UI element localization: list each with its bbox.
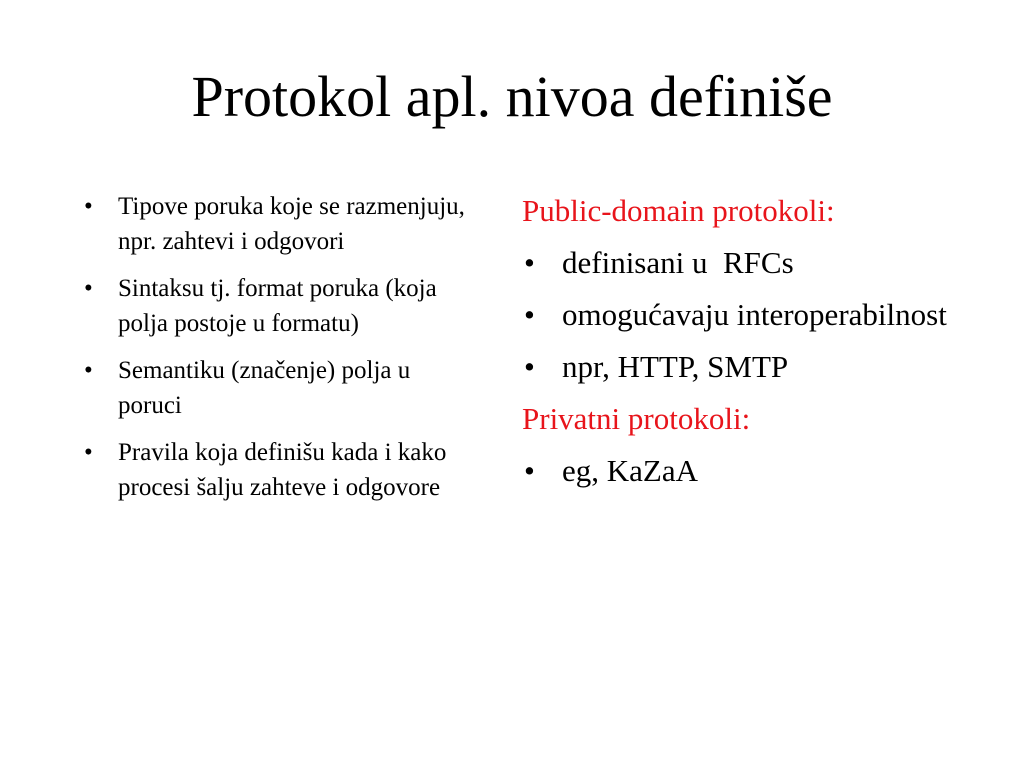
bullet-icon: • — [524, 349, 535, 384]
private-bullet-list — [522, 452, 952, 490]
list-item — [80, 189, 480, 259]
bullet-icon: • — [84, 357, 93, 384]
list-item-text: eg, KaZaA — [562, 453, 698, 488]
list-item-text: Pravila koja definišu kada i kako procesi šalju zahteve i odgovore — [118, 439, 447, 501]
list-item — [522, 296, 952, 334]
list-item-text: Sintaksu tj. format poruka (koja polja postoje u formatu) — [118, 275, 437, 337]
list-item — [522, 348, 952, 386]
public-bullet-list — [522, 244, 952, 386]
bullet-icon: • — [84, 439, 93, 466]
left-bullet-list — [80, 189, 480, 505]
private-heading: Privatni protokoli: — [522, 401, 751, 436]
slide-title: Protokol apl. nivoa definiše — [191, 64, 833, 129]
bullet-icon: • — [524, 297, 535, 332]
right-column — [522, 192, 952, 504]
list-item-text: Tipove poruka koje se razmenjuju, npr. zahtevi i odgovori — [118, 193, 465, 255]
list-item — [522, 452, 952, 490]
list-item — [80, 353, 480, 423]
bullet-icon: • — [524, 245, 535, 280]
list-item-text: npr, HTTP, SMTP — [562, 349, 789, 384]
left-column — [80, 189, 480, 517]
bullet-icon: • — [84, 193, 93, 220]
bullet-icon: • — [524, 453, 535, 488]
bullet-icon: • — [84, 275, 93, 302]
list-item-text: definisani u RFCs — [562, 245, 794, 280]
list-item — [80, 271, 480, 341]
public-domain-heading: Public-domain protokoli: — [522, 193, 835, 228]
list-item — [80, 435, 480, 505]
list-item-text: omogućavaju interoperabilnost — [562, 297, 947, 332]
list-item-text: Semantiku (značenje) polja u poruci — [118, 357, 411, 419]
list-item — [522, 244, 952, 282]
